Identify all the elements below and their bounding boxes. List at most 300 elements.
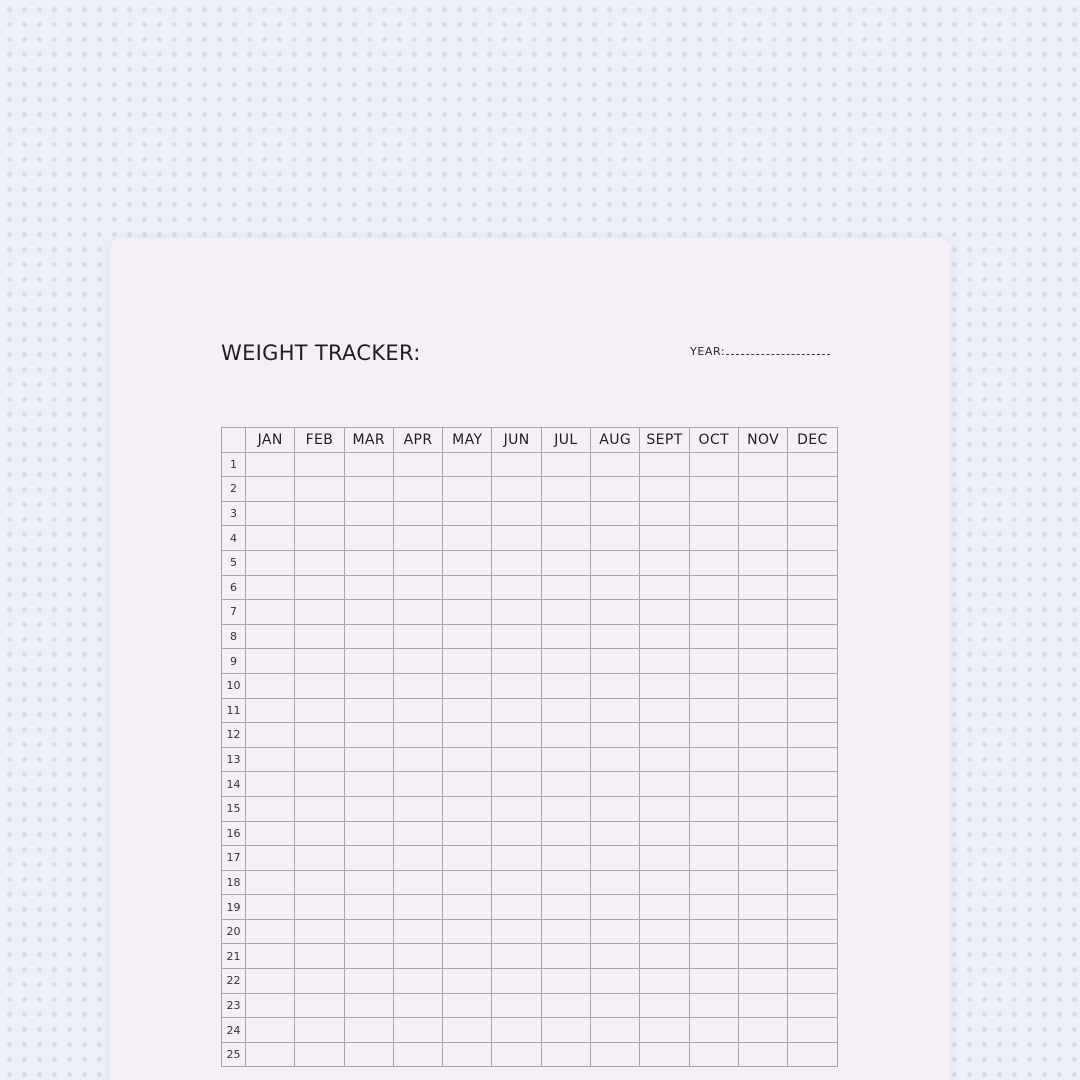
weight-entry-cell [393,772,442,797]
weight-entry-cell [591,1018,640,1043]
weight-entry-cell [443,846,492,871]
weight-entry-cell [443,477,492,502]
weight-entry-cell [393,477,442,502]
weight-entry-cell [788,698,837,723]
weight-entry-cell [541,821,590,846]
weight-entry-cell [492,526,541,551]
month-header: MAY [443,428,492,453]
weight-entry-cell [246,649,295,674]
weight-entry-cell [788,600,837,625]
weight-entry-cell [640,969,689,994]
weight-entry-cell [295,993,344,1018]
weight-entry-cell [738,550,787,575]
month-header: NOV [738,428,787,453]
day-number: 20 [222,919,246,944]
day-number: 23 [222,993,246,1018]
weight-entry-cell [591,698,640,723]
table-row [222,895,838,920]
weight-entry-cell [689,969,738,994]
weight-entry-cell [443,649,492,674]
weight-entry-cell [788,870,837,895]
day-number: 24 [222,1018,246,1043]
weight-entry-cell [295,649,344,674]
weight-entry-cell [788,944,837,969]
weight-entry-cell [344,772,393,797]
weight-entry-cell [689,600,738,625]
weight-entry-cell [640,993,689,1018]
weight-entry-cell [344,944,393,969]
weight-entry-cell [591,919,640,944]
weight-entry-cell [295,821,344,846]
weight-entry-cell [295,477,344,502]
weight-entry-cell [591,550,640,575]
day-number: 14 [222,772,246,797]
table-row [222,969,838,994]
month-header: JAN [246,428,295,453]
weight-entry-cell [738,821,787,846]
weight-entry-cell [393,944,442,969]
table-row [222,501,838,526]
weight-entry-cell [788,747,837,772]
weight-entry-cell [295,624,344,649]
weight-entry-cell [640,649,689,674]
weight-entry-cell [246,452,295,477]
weight-entry-cell [689,649,738,674]
day-number: 21 [222,944,246,969]
weight-entry-cell [246,550,295,575]
table-row [222,1042,838,1067]
weight-entry-cell [689,1042,738,1067]
weight-entry-cell [788,624,837,649]
weight-entry-cell [344,673,393,698]
weight-entry-cell [393,600,442,625]
weight-entry-cell [246,747,295,772]
weight-entry-cell [443,575,492,600]
weight-entry-cell [344,1018,393,1043]
weight-entry-cell [541,575,590,600]
weight-entry-cell [640,550,689,575]
weight-entry-cell [246,870,295,895]
weight-entry-cell [393,796,442,821]
weight-entry-cell [541,944,590,969]
weight-entry-cell [788,1042,837,1067]
weight-entry-cell [246,821,295,846]
weight-entry-cell [788,550,837,575]
weight-entry-cell [788,477,837,502]
weight-entry-cell [689,821,738,846]
weight-entry-cell [738,698,787,723]
weight-entry-cell [344,747,393,772]
table-row [222,526,838,551]
table-row [222,452,838,477]
month-header: OCT [689,428,738,453]
weight-entry-cell [640,796,689,821]
weight-entry-cell [541,723,590,748]
weight-entry-cell [788,649,837,674]
weight-entry-cell [492,969,541,994]
weight-entry-cell [689,944,738,969]
weight-entry-cell [295,1018,344,1043]
weight-entry-cell [689,772,738,797]
weight-entry-cell [738,649,787,674]
weight-entry-cell [689,796,738,821]
weight-entry-cell [640,600,689,625]
weight-entry-cell [689,870,738,895]
table-row [222,575,838,600]
page-title: WEIGHT TRACKER: [221,341,421,365]
weight-entry-cell [295,1042,344,1067]
weight-entry-cell [443,698,492,723]
weight-entry-cell [344,796,393,821]
weight-entry-cell [689,698,738,723]
table-row [222,1018,838,1043]
day-number: 15 [222,796,246,821]
day-number: 4 [222,526,246,551]
weight-entry-cell [689,747,738,772]
table-row [222,698,838,723]
weight-entry-cell [591,895,640,920]
weight-entry-cell [295,600,344,625]
weight-entry-cell [246,1018,295,1043]
table-row [222,624,838,649]
weight-entry-cell [788,821,837,846]
weight-entry-cell [591,600,640,625]
weight-entry-cell [492,846,541,871]
weight-entry-cell [246,526,295,551]
weight-entry-cell [541,550,590,575]
table-row [222,747,838,772]
weight-entry-cell [591,1042,640,1067]
weight-entry-cell [788,673,837,698]
weight-entry-cell [591,969,640,994]
table-row [222,550,838,575]
weight-entry-cell [788,969,837,994]
weight-entry-cell [295,969,344,994]
day-number: 6 [222,575,246,600]
weight-entry-cell [788,526,837,551]
weight-entry-cell [443,993,492,1018]
day-number: 13 [222,747,246,772]
weight-entry-cell [344,993,393,1018]
day-number: 5 [222,550,246,575]
weight-entry-cell [443,969,492,994]
weight-entry-cell [591,772,640,797]
weight-entry-cell [689,477,738,502]
weight-entry-cell [492,993,541,1018]
weight-entry-cell [591,846,640,871]
weight-entry-cell [246,944,295,969]
day-number: 8 [222,624,246,649]
weight-entry-cell [689,550,738,575]
weight-entry-cell [689,501,738,526]
weight-entry-cell [246,600,295,625]
day-number: 10 [222,673,246,698]
weight-entry-cell [492,870,541,895]
weight-entry-cell [393,747,442,772]
year-blank-line [726,353,830,355]
weight-entry-cell [443,673,492,698]
weight-entry-cell [640,575,689,600]
weight-entry-cell [541,870,590,895]
weight-entry-cell [640,673,689,698]
weight-entry-cell [541,895,590,920]
table-row [222,993,838,1018]
weight-entry-cell [443,1018,492,1043]
weight-entry-cell [393,870,442,895]
weight-entry-cell [492,575,541,600]
weight-entry-cell [591,944,640,969]
weight-entry-cell [344,895,393,920]
weight-entry-cell [640,477,689,502]
weight-entry-cell [295,673,344,698]
weight-entry-cell [393,575,442,600]
month-header: AUG [591,428,640,453]
weight-entry-cell [738,501,787,526]
weight-entry-cell [443,501,492,526]
year-label: YEAR: [690,345,726,358]
weight-entry-cell [295,550,344,575]
weight-entry-cell [541,969,590,994]
weight-entry-cell [246,698,295,723]
weight-entry-cell [295,944,344,969]
weight-entry-cell [246,501,295,526]
weight-entry-cell [344,526,393,551]
weight-entry-cell [689,452,738,477]
weight-entry-cell [393,698,442,723]
day-number: 25 [222,1042,246,1067]
weight-entry-cell [689,526,738,551]
weight-entry-cell [492,919,541,944]
weight-entry-cell [640,895,689,920]
weight-entry-cell [393,821,442,846]
weight-entry-cell [640,723,689,748]
table-row [222,723,838,748]
weight-entry-cell [295,796,344,821]
weight-entry-cell [492,649,541,674]
weight-entry-cell [788,452,837,477]
weight-entry-cell [443,1042,492,1067]
weight-entry-cell [788,919,837,944]
weight-entry-cell [689,673,738,698]
weight-entry-cell [344,1042,393,1067]
table-row [222,477,838,502]
weight-entry-cell [591,452,640,477]
weight-entry-cell [738,944,787,969]
weight-entry-cell [640,1018,689,1043]
weight-entry-cell [738,993,787,1018]
weight-entry-cell [541,993,590,1018]
table-row [222,870,838,895]
weight-entry-cell [591,624,640,649]
weight-entry-cell [738,870,787,895]
weight-entry-cell [492,673,541,698]
weight-entry-cell [492,895,541,920]
table-row [222,821,838,846]
weight-entry-cell [541,526,590,551]
weight-entry-cell [541,452,590,477]
weight-entry-cell [689,919,738,944]
weight-entry-cell [738,1018,787,1043]
weight-entry-cell [591,993,640,1018]
weight-entry-cell [738,600,787,625]
weight-entry-cell [591,575,640,600]
weight-entry-cell [246,575,295,600]
table-row [222,772,838,797]
weight-entry-cell [640,944,689,969]
weight-entry-cell [443,772,492,797]
weight-entry-cell [295,526,344,551]
weight-entry-cell [393,673,442,698]
weight-entry-cell [246,723,295,748]
weight-entry-cell [344,821,393,846]
weight-entry-cell [738,477,787,502]
weight-entry-cell [640,919,689,944]
weight-entry-cell [591,723,640,748]
weight-entry-cell [295,747,344,772]
weight-entry-cell [738,747,787,772]
weight-entry-cell [738,895,787,920]
weight-entry-cell [295,501,344,526]
day-number: 2 [222,477,246,502]
weight-entry-cell [738,1042,787,1067]
weight-entry-cell [738,575,787,600]
weight-entry-cell [738,624,787,649]
weight-entry-cell [344,452,393,477]
weight-entry-cell [738,526,787,551]
month-header: SEPT [640,428,689,453]
weight-entry-cell [689,1018,738,1043]
weight-entry-cell [393,969,442,994]
weight-entry-cell [788,723,837,748]
weight-entry-cell [295,452,344,477]
weight-entry-cell [393,452,442,477]
weight-entry-cell [246,477,295,502]
weight-entry-cell [492,501,541,526]
weight-entry-cell [443,944,492,969]
month-header-row [222,428,838,453]
day-number: 11 [222,698,246,723]
weight-entry-cell [344,846,393,871]
year-field [690,345,830,358]
weight-entry-cell [344,723,393,748]
weight-entry-cell [492,698,541,723]
day-number: 17 [222,846,246,871]
weight-entry-cell [393,649,442,674]
weight-entry-cell [393,1042,442,1067]
weight-entry-cell [246,846,295,871]
weight-entry-cell [246,919,295,944]
weight-entry-cell [344,477,393,502]
weight-entry-cell [443,452,492,477]
weight-entry-cell [344,501,393,526]
table-row [222,944,838,969]
weight-entry-cell [443,821,492,846]
day-number: 18 [222,870,246,895]
weight-entry-cell [541,796,590,821]
weight-entry-cell [541,772,590,797]
weight-entry-cell [541,649,590,674]
weight-entry-cell [393,550,442,575]
weight-entry-cell [492,550,541,575]
weight-entry-cell [492,624,541,649]
month-header: JUN [492,428,541,453]
weight-entry-cell [591,821,640,846]
weight-entry-cell [344,919,393,944]
table-row [222,600,838,625]
weight-entry-cell [443,747,492,772]
table-row [222,796,838,821]
weight-entry-cell [492,747,541,772]
weight-entry-cell [541,501,590,526]
weight-entry-cell [492,821,541,846]
weight-entry-cell [443,624,492,649]
weight-entry-cell [492,452,541,477]
weight-entry-cell [246,624,295,649]
weight-entry-cell [591,747,640,772]
weight-entry-cell [640,747,689,772]
month-header: FEB [295,428,344,453]
weight-entry-cell [393,723,442,748]
weight-entry-cell [738,673,787,698]
weight-entry-cell [788,846,837,871]
month-header: MAR [344,428,393,453]
weight-entry-cell [393,895,442,920]
day-number: 3 [222,501,246,526]
day-number: 7 [222,600,246,625]
weight-entry-cell [492,772,541,797]
weight-entry-cell [492,477,541,502]
weight-entry-cell [393,624,442,649]
weight-entry-cell [443,870,492,895]
weight-entry-cell [295,846,344,871]
weight-entry-cell [393,993,442,1018]
weight-entry-cell [295,895,344,920]
weight-entry-cell [640,821,689,846]
weight-entry-cell [788,796,837,821]
weight-entry-cell [591,673,640,698]
weight-entry-cell [738,772,787,797]
weight-entry-cell [295,698,344,723]
weight-entry-cell [443,796,492,821]
weight-entry-cell [295,772,344,797]
weight-entry-cell [246,895,295,920]
table-row [222,846,838,871]
table-row [222,673,838,698]
weight-entry-cell [689,723,738,748]
table-row [222,649,838,674]
weight-entry-cell [443,919,492,944]
weight-entry-cell [640,870,689,895]
weight-entry-cell [541,1042,590,1067]
day-number: 22 [222,969,246,994]
weight-entry-cell [541,1018,590,1043]
weight-entry-cell [344,624,393,649]
weight-entry-cell [541,477,590,502]
weight-entry-cell [393,501,442,526]
weight-entry-cell [541,600,590,625]
weight-entry-cell [640,501,689,526]
weight-entry-cell [640,846,689,871]
weight-entry-cell [591,526,640,551]
weight-entry-cell [738,919,787,944]
weight-entry-cell [640,624,689,649]
table-row [222,919,838,944]
day-number: 1 [222,452,246,477]
weight-entry-cell [344,870,393,895]
weight-entry-cell [492,1018,541,1043]
weight-entry-cell [443,600,492,625]
weight-entry-cell [541,698,590,723]
